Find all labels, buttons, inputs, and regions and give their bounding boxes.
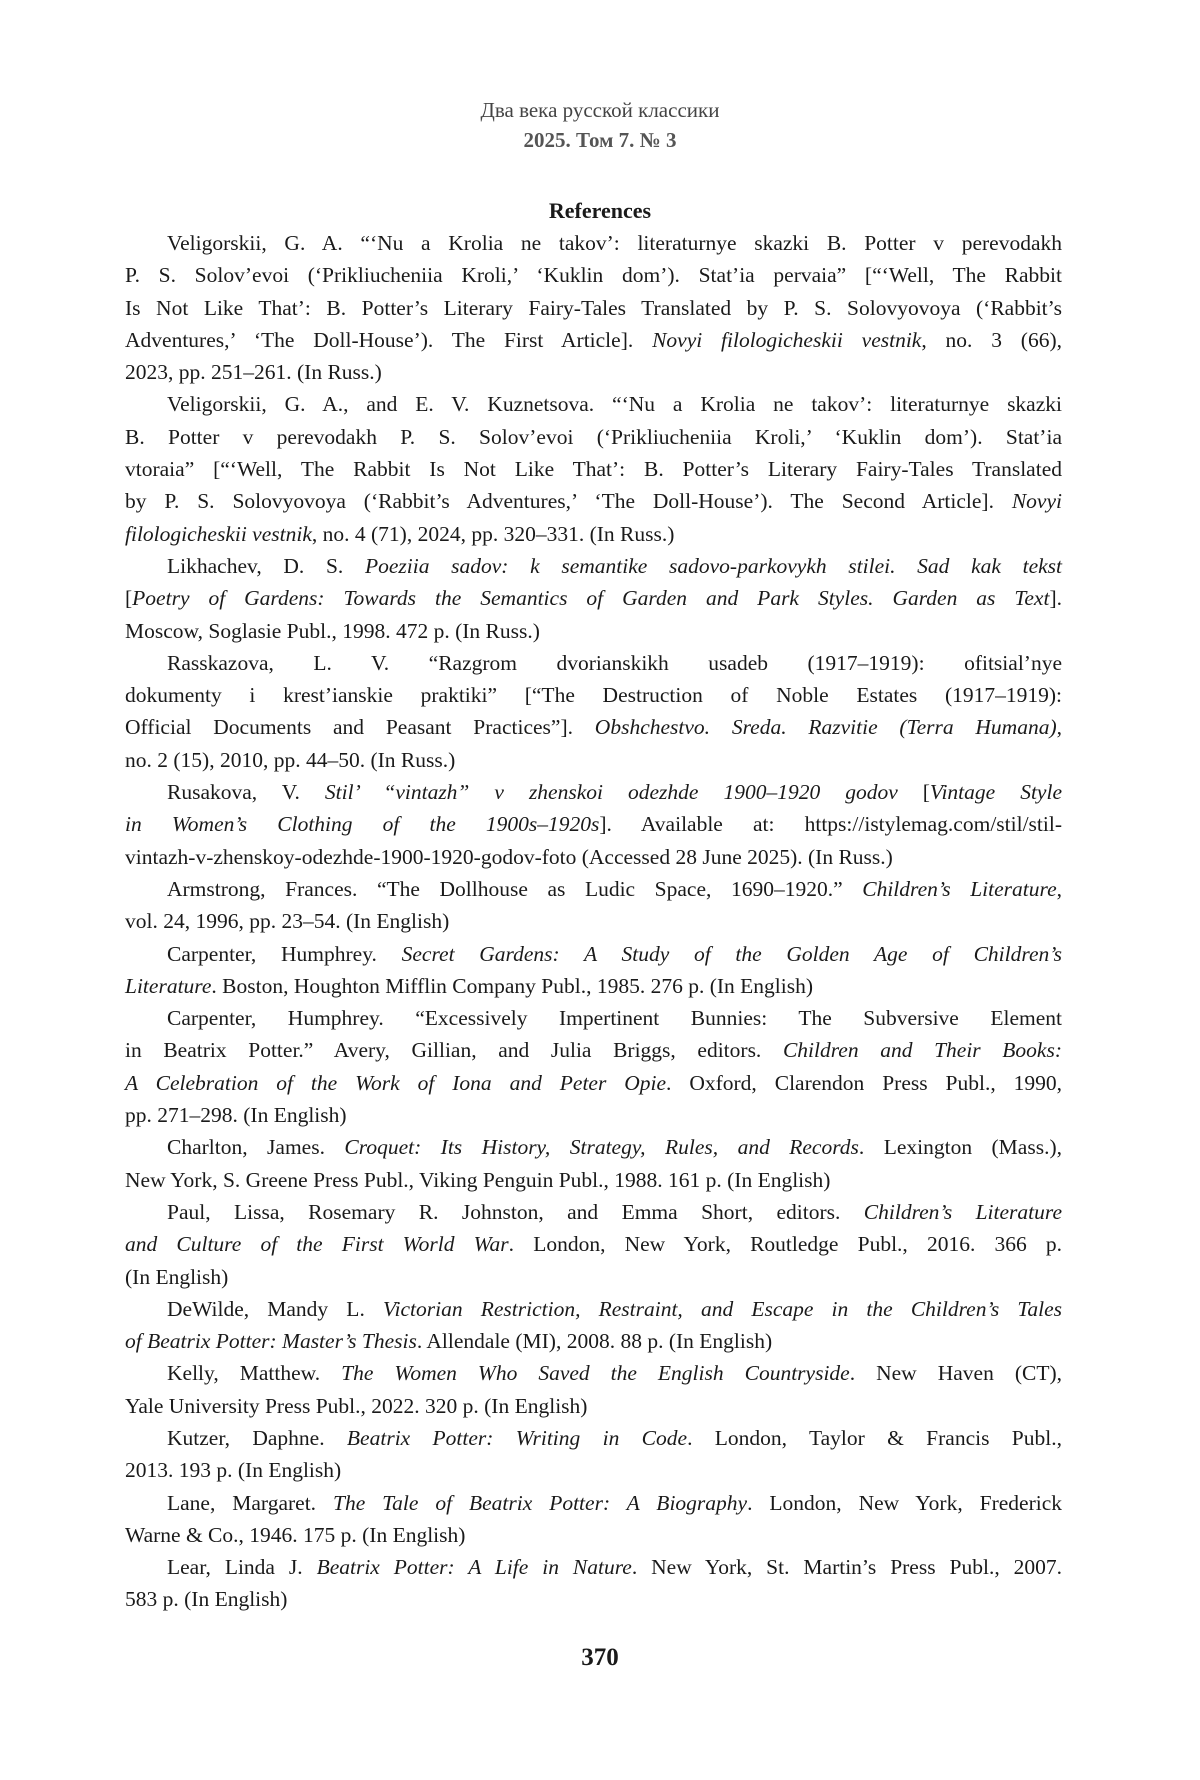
reference-entry <box>125 647 1062 776</box>
reference-line <box>125 1164 1062 1196</box>
reference-line <box>125 292 1062 324</box>
reference-text: vol. 24, 1996, pp. 23–54. (In English) <box>125 909 449 933</box>
journal-title: Два века русской классики <box>0 98 1200 123</box>
reference-line <box>125 1196 1062 1228</box>
reference-text: New York, S. Greene Press Publ., Viking Penguin Publ., 1988. 161 p. (In English) <box>125 1168 830 1192</box>
reference-line <box>125 324 1062 356</box>
reference-text: Warne & Co., 1946. 175 p. (In English) <box>125 1523 465 1547</box>
reference-title-italic: in Women’s Clothing of the 1900s–1920s <box>125 812 599 836</box>
reference-text: , <box>1057 715 1062 739</box>
reference-text: . New Haven (CT), <box>850 1361 1062 1385</box>
reference-text: Yale University Press Publ., 2022. 320 p. (In English) <box>125 1394 587 1418</box>
reference-text: . New York, St. Martin’s Press Publ., 2007. <box>632 1555 1062 1579</box>
reference-text: Kelly, Matthew. <box>167 1361 341 1385</box>
reference-entry <box>125 1357 1062 1422</box>
reference-text: in Beatrix Potter.” Avery, Gillian, and Julia Briggs, editors. <box>125 1038 783 1062</box>
reference-title-italic: Poeziia sadov: k semantike sadovo-parkovykh stilei. Sad kak tekst <box>365 554 1062 578</box>
reference-entry <box>125 1422 1062 1487</box>
reference-line <box>125 1519 1062 1551</box>
reference-line <box>125 1583 1062 1615</box>
reference-text: Veligorskii, G. A. “‘Nu a Krolia ne takov’: literaturnye skazki B. Potter v perevodakh <box>167 231 1062 255</box>
reference-text: Armstrong, Frances. “The Dollhouse as Ludic Space, 1690–1920.” <box>167 877 862 901</box>
reference-entry <box>125 938 1062 1003</box>
reference-line <box>125 905 1062 937</box>
reference-text: . London, New York, Frederick <box>747 1491 1062 1515</box>
reference-line <box>125 744 1062 776</box>
reference-text: . Oxford, Clarendon Press Publ., 1990, <box>666 1071 1062 1095</box>
reference-title-italic: Stil’ “vintazh” v zhenskoi odezhde 1900–1920 godov <box>325 780 898 804</box>
reference-line <box>125 356 1062 388</box>
reference-line <box>125 1551 1062 1583</box>
reference-line <box>125 679 1062 711</box>
reference-entry <box>125 1131 1062 1196</box>
reference-text: Charlton, James. <box>167 1135 344 1159</box>
reference-text: Kutzer, Daphne. <box>167 1426 347 1450</box>
reference-entry <box>125 1293 1062 1358</box>
reference-text: B. Potter v perevodakh P. S. Solov’evoi (‘Prikliucheniia Kroli,’ ‘Kuklin dom’). Stat’ia <box>125 425 1062 449</box>
reference-title-italic: filologicheskii vestnik <box>125 522 312 546</box>
reference-line <box>125 453 1062 485</box>
reference-line <box>125 1454 1062 1486</box>
reference-title-italic: Obshchestvo. Sreda. Razvitie (Terra Humana) <box>595 715 1057 739</box>
reference-text: Lane, Margaret. <box>167 1491 333 1515</box>
reference-line <box>125 1002 1062 1034</box>
reference-line <box>125 647 1062 679</box>
reference-title-italic: Secret Gardens: A Study of the Golden Age of Children’s <box>402 942 1062 966</box>
reference-title-italic: Victorian Restriction, Restraint, and Escape in the Children’s Tales <box>383 1297 1062 1321</box>
reference-line <box>125 582 1062 614</box>
reference-title-italic: Children’s Literature <box>862 877 1056 901</box>
reference-text: dokumenty i krest’ianskie praktiki” [“The Destruction of Noble Estates (1917–1919): <box>125 683 1062 707</box>
reference-line <box>125 421 1062 453</box>
reference-line <box>125 518 1062 550</box>
reference-text: , no. 4 (71), 2024, pp. 320–331. (In Russ.) <box>312 522 675 546</box>
reference-text: vtoraia” [“‘Well, The Rabbit Is Not Like That’: B. Potter’s Literary Fairy-Tales Translated <box>125 457 1062 481</box>
reference-text: Carpenter, Humphrey. <box>167 942 402 966</box>
reference-line <box>125 970 1062 1002</box>
reference-line <box>125 1131 1062 1163</box>
reference-text: . Lexington (Mass.), <box>859 1135 1062 1159</box>
reference-title-italic: and Culture of the First World War <box>125 1232 509 1256</box>
reference-entry <box>125 550 1062 647</box>
reference-text: Is Not Like That’: B. Potter’s Literary Fairy-Tales Translated by P. S. Solovyovoya (‘Rabbit’s <box>125 296 1062 320</box>
reference-line <box>125 550 1062 582</box>
reference-text: ]. <box>1049 586 1062 610</box>
reference-text: Likhachev, D. S. <box>167 554 365 578</box>
reference-text: pp. 271–298. (In English) <box>125 1103 347 1127</box>
reference-text: , no. 3 (66), <box>921 328 1062 352</box>
reference-line <box>125 1067 1062 1099</box>
reference-entry <box>125 1551 1062 1616</box>
reference-line <box>125 259 1062 291</box>
reference-list <box>125 227 1062 1616</box>
reference-line <box>125 841 1062 873</box>
reference-entry <box>125 1487 1062 1552</box>
reference-entry <box>125 873 1062 938</box>
reference-text: . Boston, Houghton Mifflin Company Publ., 1985. 276 p. (In English) <box>211 974 813 998</box>
reference-text: Official Documents and Peasant Practices”]. <box>125 715 595 739</box>
reference-text: DeWilde, Mandy L. <box>167 1297 383 1321</box>
reference-line <box>125 938 1062 970</box>
reference-text: Rasskazova, L. V. “Razgrom dvorianskikh usadeb (1917–1919): ofitsial’nye <box>167 651 1062 675</box>
reference-title-italic: Croquet: Its History, Strategy, Rules, and Records <box>344 1135 859 1159</box>
reference-entry <box>125 227 1062 388</box>
reference-text: [ <box>898 780 930 804</box>
reference-line <box>125 615 1062 647</box>
reference-line <box>125 1034 1062 1066</box>
reference-title-italic: Poetry of Gardens: Towards the Semantics of Garden and Park Styles. Garden as Text <box>132 586 1049 610</box>
reference-text: Rusakova, V. <box>167 780 325 804</box>
reference-line <box>125 1422 1062 1454</box>
reference-title-italic: A Celebration of the Work of Iona and Peter Opie <box>125 1071 666 1095</box>
reference-text: Adventures,’ ‘The Doll-House’). The First Article]. <box>125 328 652 352</box>
reference-entry <box>125 776 1062 873</box>
reference-line <box>125 1487 1062 1519</box>
reference-title-italic: Children’s Literature <box>864 1200 1062 1224</box>
reference-entry <box>125 388 1062 549</box>
reference-line <box>125 1325 1062 1357</box>
reference-text: by P. S. Solovyovoya (‘Rabbit’s Adventures,’ ‘The Doll-House’). The Second Article]. <box>125 489 1012 513</box>
reference-text: Carpenter, Humphrey. “Excessively Impertinent Bunnies: The Subversive Element <box>167 1006 1062 1030</box>
reference-text: (In English) <box>125 1265 228 1289</box>
section-title: References <box>0 198 1200 224</box>
reference-text: Veligorskii, G. A., and E. V. Kuznetsova. “‘Nu a Krolia ne takov’: literaturnye skazki <box>167 392 1062 416</box>
reference-text: 2023, pp. 251–261. (In Russ.) <box>125 360 382 384</box>
page-number: 370 <box>0 1644 1200 1672</box>
reference-text: ]. Available at: https://istylemag.com/stil/stil- <box>599 812 1062 836</box>
reference-line <box>125 1293 1062 1325</box>
reference-entry <box>125 1196 1062 1293</box>
reference-line <box>125 485 1062 517</box>
reference-text: 583 p. (In English) <box>125 1587 287 1611</box>
reference-title-italic: of Beatrix Potter: Master’s Thesis <box>125 1329 417 1353</box>
reference-line <box>125 1261 1062 1293</box>
reference-title-italic: Children and Their Books: <box>783 1038 1062 1062</box>
reference-line <box>125 1099 1062 1131</box>
reference-text: vintazh-v-zhenskoy-odezhde-1900-1920-godov-foto (Accessed 28 June 2025). (In Russ.) <box>125 845 893 869</box>
reference-title-italic: Beatrix Potter: Writing in Code <box>347 1426 687 1450</box>
reference-text: P. S. Solov’evoi (‘Prikliucheniia Kroli,’ ‘Kuklin dom’). Stat’ia pervaia” [“‘Well, The Rabbit <box>125 263 1062 287</box>
issue-info: 2025. Том 7. № 3 <box>0 128 1200 153</box>
reference-entry <box>125 1002 1062 1131</box>
reference-line <box>125 1390 1062 1422</box>
reference-title-italic: The Women Who Saved the English Countryside <box>341 1361 850 1385</box>
reference-line <box>125 873 1062 905</box>
reference-text: Lear, Linda J. <box>167 1555 317 1579</box>
reference-text: 2013. 193 p. (In English) <box>125 1458 341 1482</box>
reference-text: Moscow, Soglasie Publ., 1998. 472 p. (In Russ.) <box>125 619 540 643</box>
reference-text: . Allendale (MI), 2008. 88 p. (In English) <box>417 1329 772 1353</box>
reference-line <box>125 776 1062 808</box>
reference-line <box>125 711 1062 743</box>
reference-title-italic: Novyi filologicheskii vestnik <box>652 328 921 352</box>
reference-title-italic: The Tale of Beatrix Potter: A Biography <box>333 1491 747 1515</box>
reference-title-italic: Beatrix Potter: A Life in Nature <box>317 1555 632 1579</box>
reference-text: . London, New York, Routledge Publ., 2016. 366 p. <box>509 1232 1062 1256</box>
reference-text: no. 2 (15), 2010, pp. 44–50. (In Russ.) <box>125 748 455 772</box>
reference-title-italic: Vintage Style <box>930 780 1062 804</box>
reference-line <box>125 808 1062 840</box>
reference-line <box>125 227 1062 259</box>
reference-text: . London, Taylor & Francis Publ., <box>687 1426 1062 1450</box>
reference-text: [ <box>125 586 132 610</box>
reference-line <box>125 388 1062 420</box>
reference-line <box>125 1228 1062 1260</box>
reference-title-italic: Novyi <box>1012 489 1062 513</box>
reference-title-italic: Literature <box>125 974 211 998</box>
reference-text: , <box>1057 877 1062 901</box>
reference-line <box>125 1357 1062 1389</box>
reference-text: Paul, Lissa, Rosemary R. Johnston, and Emma Short, editors. <box>167 1200 864 1224</box>
